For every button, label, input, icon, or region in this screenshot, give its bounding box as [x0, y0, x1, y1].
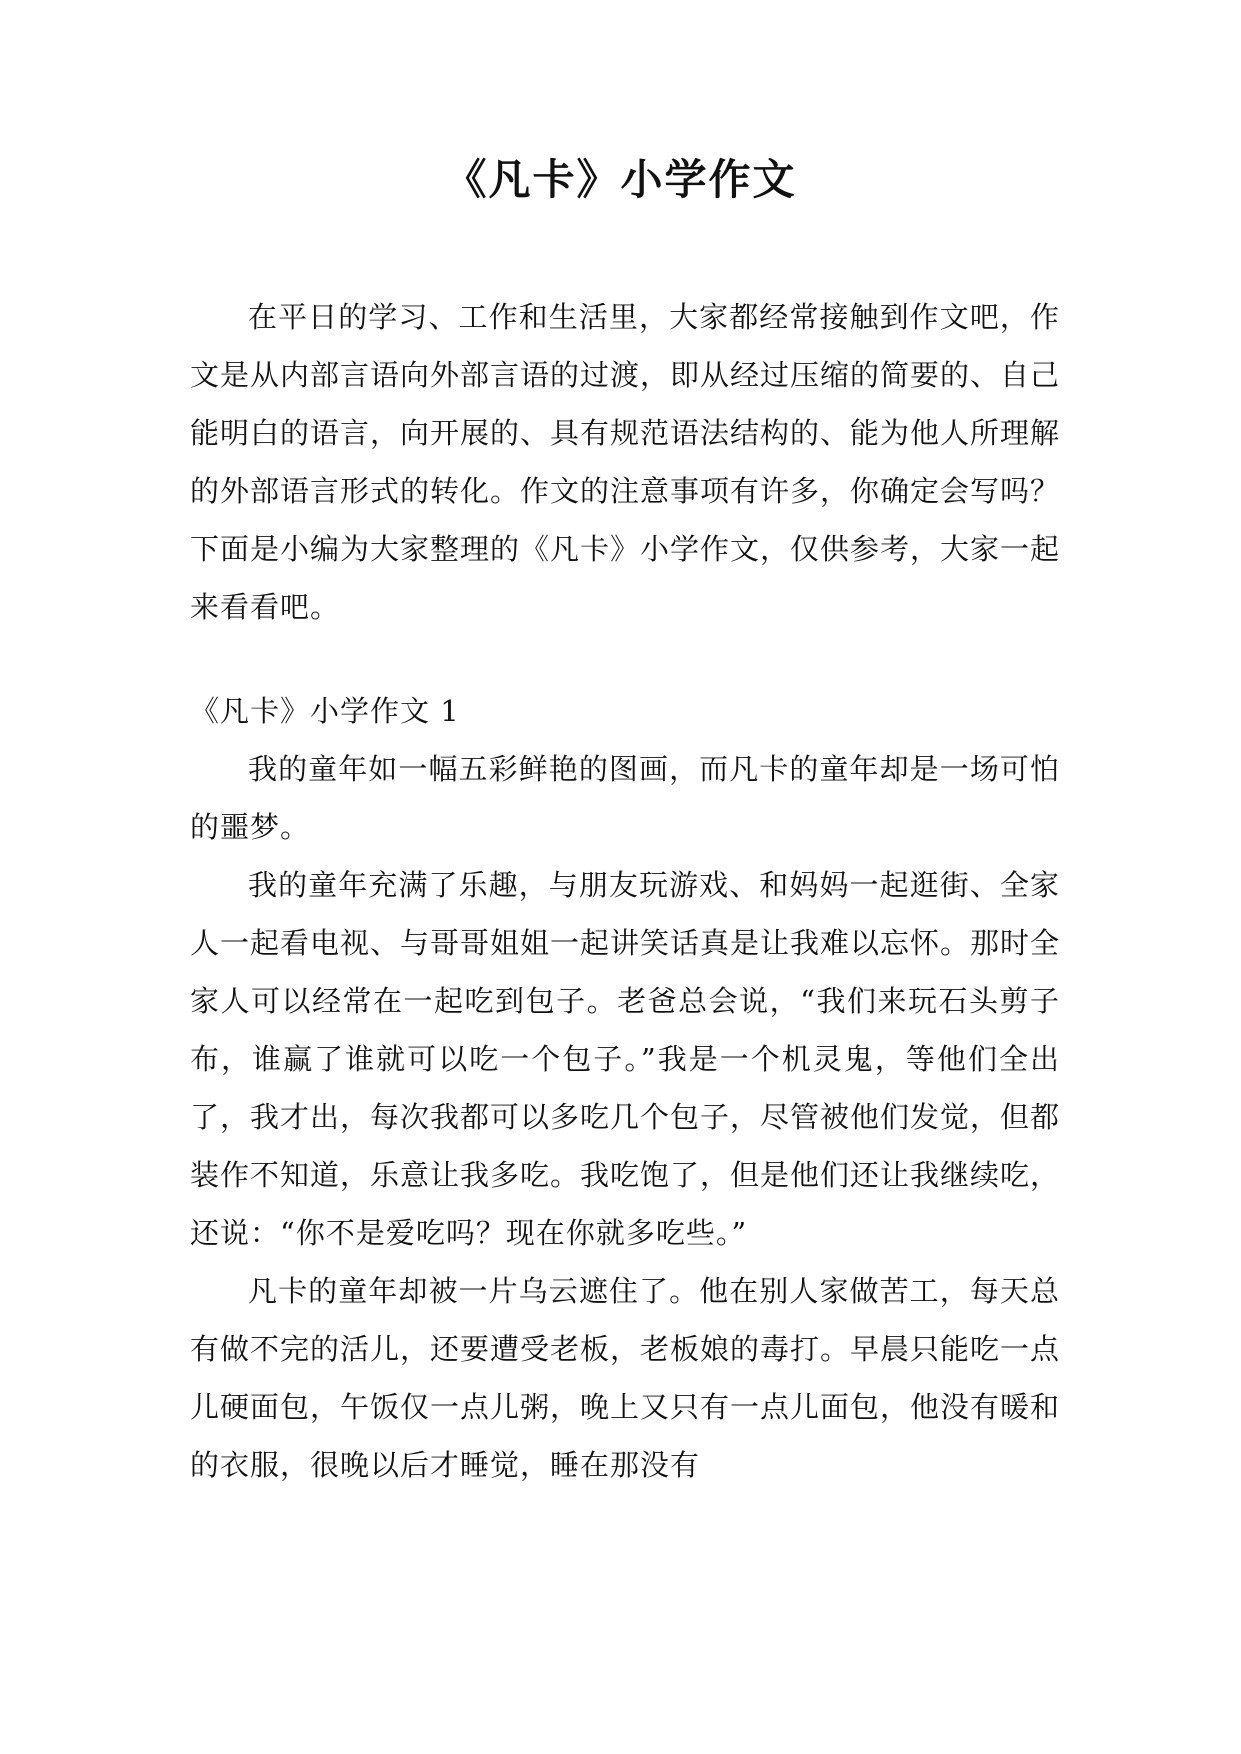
section-heading: 《凡卡》小学作文 1 — [190, 694, 460, 728]
body-paragraph: 凡卡的童年却被一片乌云遮住了。他在别人家做苦工，每天总有做不完的活儿，还要遭受老板，老板娘的毒打。早晨只能吃一点儿硬面包，午饭仅一点儿粥，晚上又只有一点儿面包，他没有暖和的衣服，很晚以后才睡觉，睡在那没有 — [190, 1274, 1061, 1482]
intro-paragraph: 在平日的学习、工作和生活里，大家都经常接触到作文吧，作文是从内部言语向外部言语的过渡，即从经过压缩的简要的、自己能明白的语言，向开展的、具有规范语法结构的、能为他人所理解的外部语言形式的转化。作文的注意事项有许多，你确定会写吗？下面是小编为大家整理的《凡卡》小学作文，仅供参考，大家一起来看看吧。 — [190, 300, 1061, 624]
document-body — [190, 288, 1060, 1494]
body-paragraph: 我的童年如一幅五彩鲜艳的图画，而凡卡的童年却是一场可怕的噩梦。 — [190, 752, 1060, 844]
body-paragraph: 我的童年充满了乐趣，与朋友玩游戏、和妈妈一起逛街、全家人一起看电视、与哥哥姐姐一起讲笑话真是让我难以忘怀。那时全家人可以经常在一起吃到包子。老爸总会说，“我们来玩石头剪子布，谁赢了谁就可以吃一个包子。”我是一个机灵鬼，等他们全出了，我才出，每次我都可以多吃几个包子，尽管被他们发觉，但都装作不知道，乐意让我多吃。我吃饱了，但是他们还让我继续吃，还说：“你不是爱吃吗？现在你就多吃些。” — [190, 868, 1061, 1250]
document-title: 《凡卡》小学作文 — [444, 155, 797, 204]
